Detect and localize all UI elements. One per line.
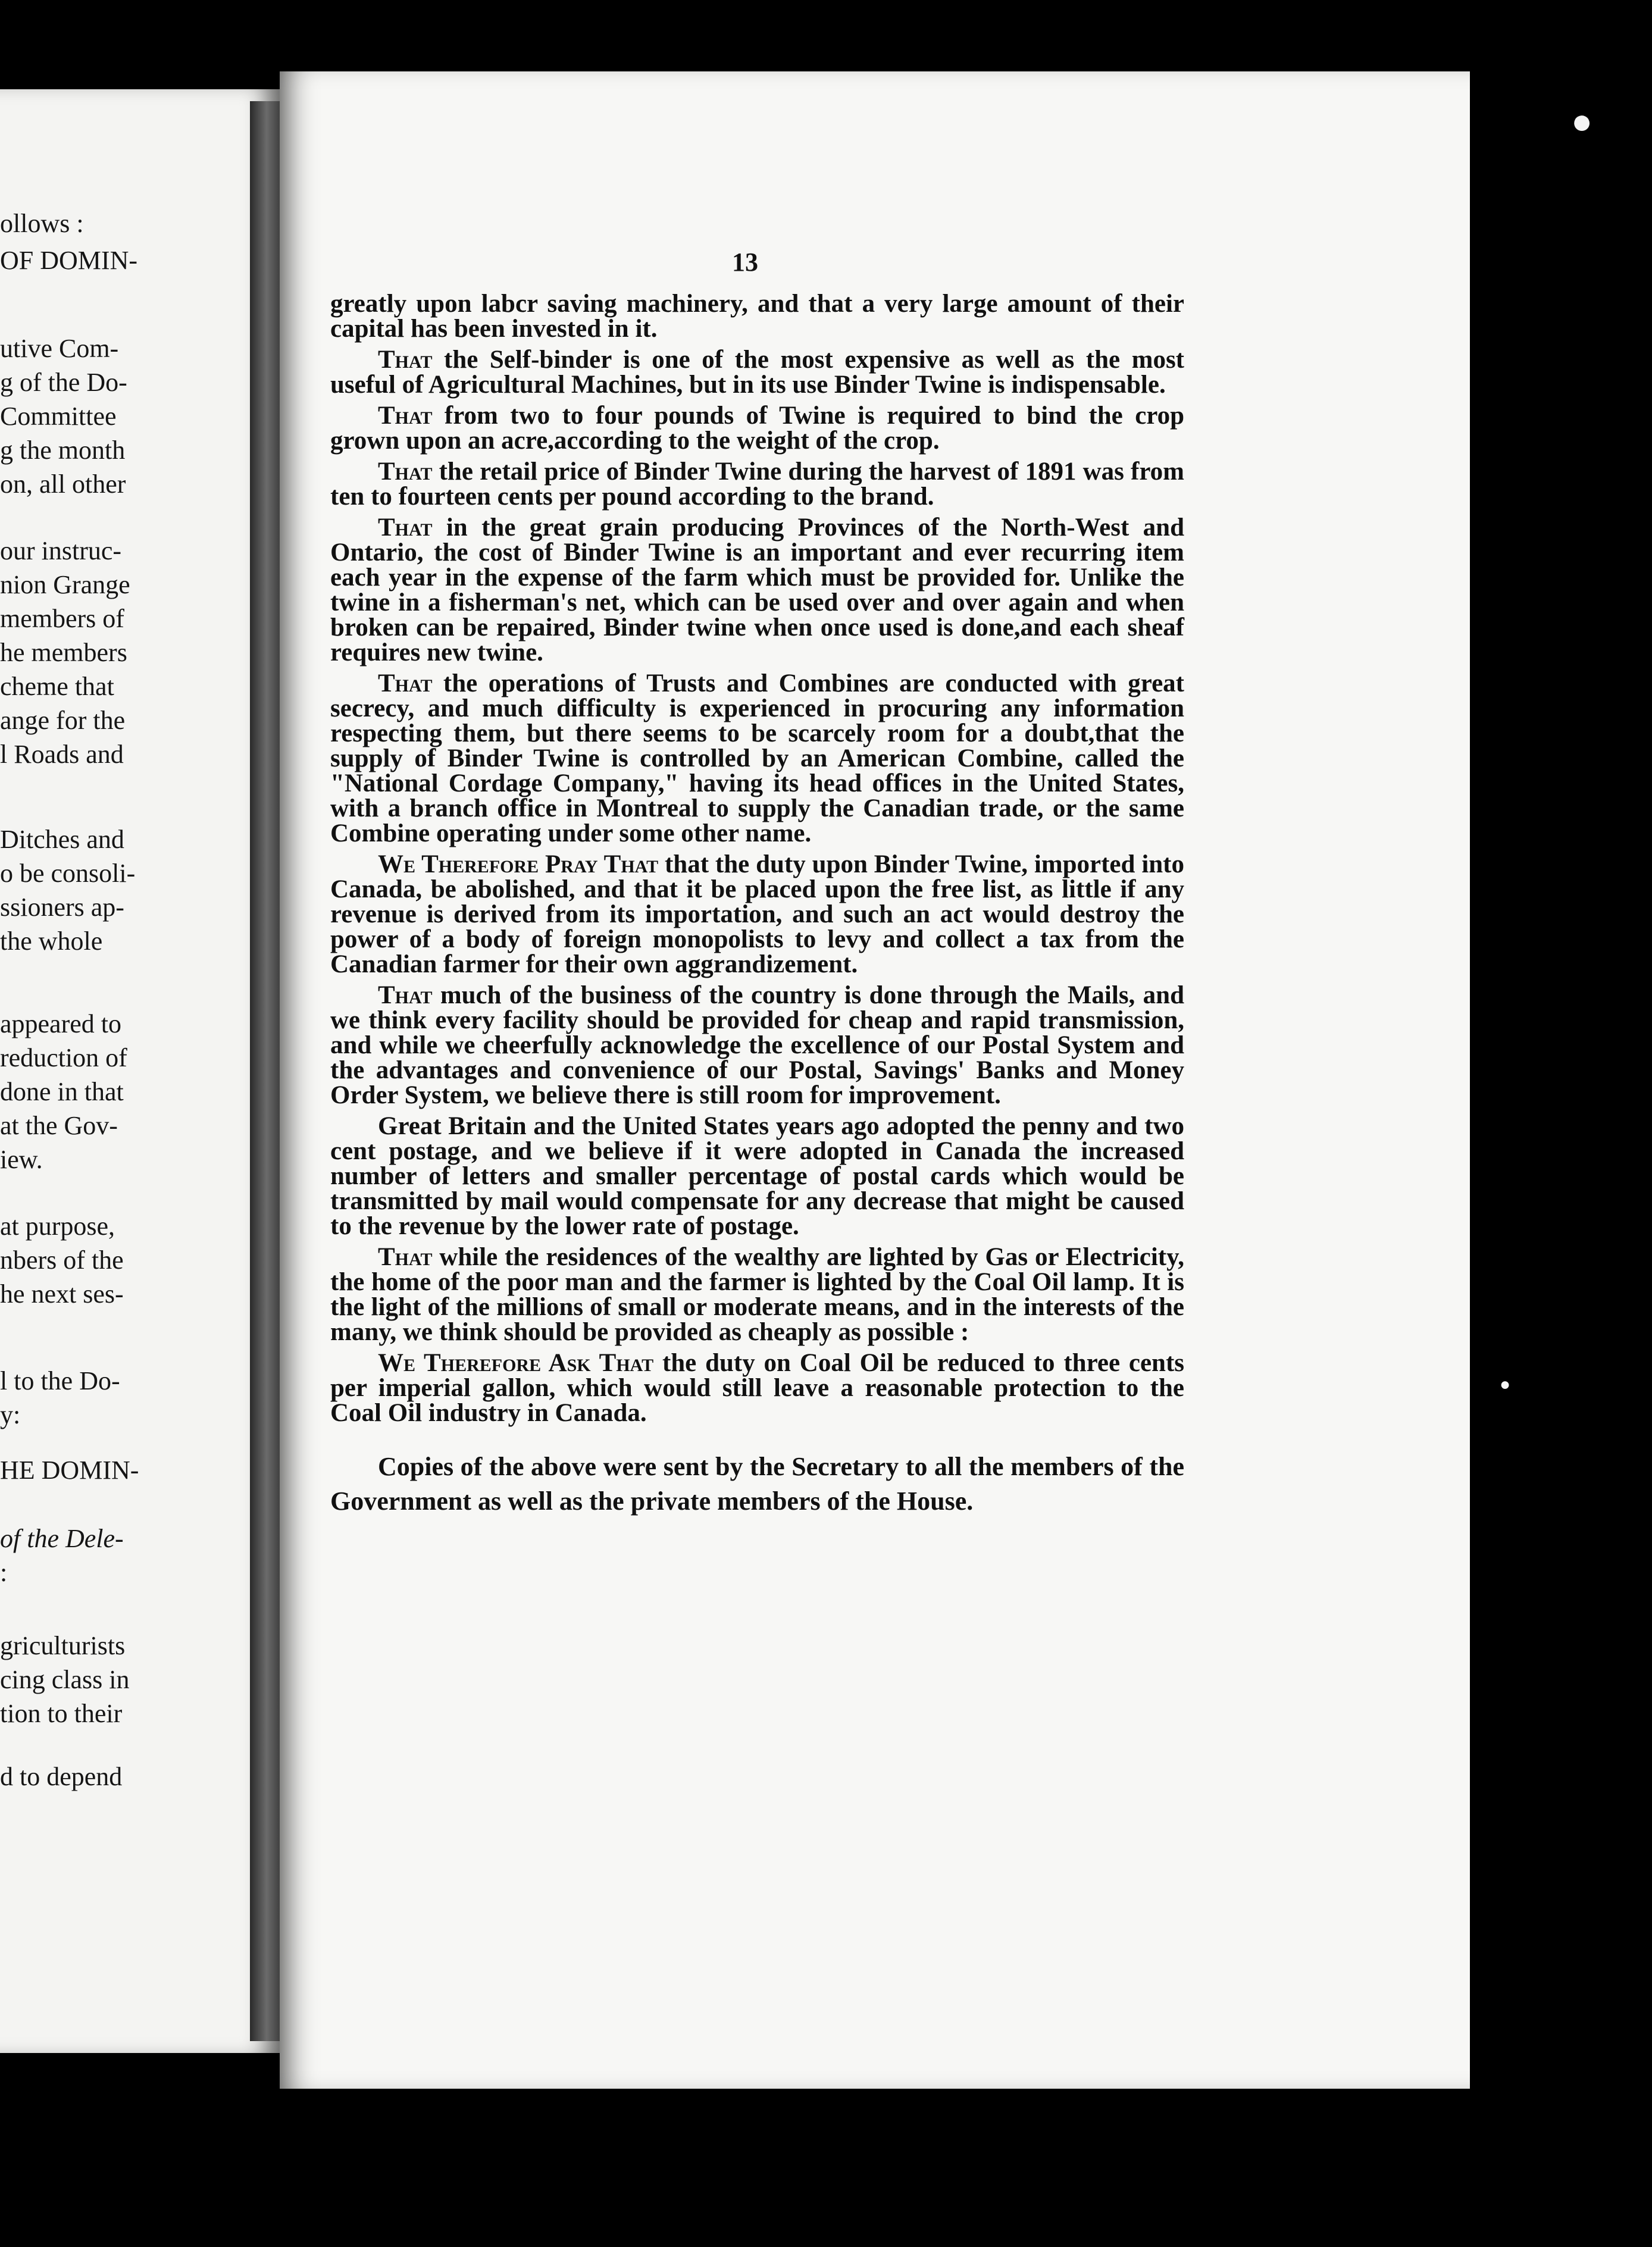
paragraph — [330, 983, 1184, 1108]
left-page-fragment: reduction of — [0, 1043, 127, 1072]
page-body — [330, 292, 1184, 1545]
left-page-fragment: the whole — [0, 927, 103, 956]
left-page-fragment: o be consoli- — [0, 859, 136, 888]
left-page-fragment: cing class in — [0, 1665, 130, 1694]
paragraph-text: in the great grain producing Provinces of the North-West and Ontario, the cost of Binder Twine is an important and ever recurring item each year in the expense of the farm which must be provided for. Unlike the twine in a fisherman's net, which can be used over and over again and when broken can be repaired, Binder twine when once used is done,and each sheaf requires new twine. — [330, 514, 1184, 666]
paragraph-text: that the duty upon Binder Twine, imported into Canada, be abolished, and that it be placed upon the free list, as little if any revenue is derived from its importation, and such an act would destroy the power of a body of foreign monopolists to levy and collect a tax from the Canadian farmer for their own aggrandizement. — [330, 850, 1184, 978]
paragraph-lead: That — [378, 1243, 433, 1271]
left-page-fragment: of the Dele- — [0, 1524, 124, 1553]
paragraph-text: the retail price of Binder Twine during the harvest of 1891 was from ten to fourteen cents per pound according to the brand. — [330, 458, 1184, 511]
left-page-fragment: griculturists — [0, 1631, 126, 1660]
paragraph — [330, 348, 1184, 398]
paragraph — [330, 1114, 1184, 1239]
left-page-fragment: : — [0, 1558, 8, 1587]
scan-speck: ● — [1500, 1375, 1511, 1394]
paragraph — [330, 852, 1184, 977]
left-page-fragment: ssioners ap- — [0, 893, 124, 922]
left-page-fragment: g of the Do- — [0, 368, 127, 397]
left-page-fragment: l to the Do- — [0, 1366, 120, 1395]
left-page-fragment: he next ses- — [0, 1279, 124, 1309]
paragraph-lead: That — [378, 981, 433, 1009]
paragraph — [330, 1351, 1184, 1426]
paragraph-text: greatly upon labcr saving machinery, and that a very large amount of their capital has been invested in it. — [330, 290, 1184, 343]
left-page-fragment: cheme that — [0, 672, 114, 701]
paragraph-text: the Self-binder is one of the most expensive as well as the most useful of Agricultural Machines, but in its use Binder Twine is indispensable. — [330, 346, 1184, 399]
paragraph-text: Great Britain and the United States years ago adopted the penny and two cent postage, and we believe if it were adopted in Canada the increased number of letters and smaller percentage of postal cards which would be transmitted by mail would compensate for any decrease that might be caused to the revenue by the lower rate of postage. — [330, 1112, 1184, 1240]
paragraph — [330, 671, 1184, 846]
paragraph — [330, 515, 1184, 665]
paragraph-lead: That — [378, 402, 433, 430]
paragraph-lead: We Therefore Pray That — [378, 850, 659, 878]
left-page-fragment: HE DOMIN- — [0, 1456, 139, 1485]
left-page-fragment: y: — [0, 1400, 21, 1429]
paragraph — [330, 403, 1184, 453]
paragraph — [330, 1245, 1184, 1345]
left-page-fragment: tion to their — [0, 1699, 123, 1728]
paragraph-lead: That — [378, 514, 433, 542]
left-page-fragment: ange for the — [0, 706, 126, 735]
left-page — [0, 89, 280, 2053]
left-page-fragment: l Roads and — [0, 740, 124, 769]
paragraph — [330, 459, 1184, 509]
page-number: 13 — [732, 248, 758, 277]
paragraph — [330, 292, 1184, 342]
left-page-fragment: Ditches and — [0, 825, 124, 854]
left-page-fragment: at the Gov- — [0, 1111, 118, 1140]
left-page-fragment: nion Grange — [0, 570, 130, 599]
left-page-fragment: on, all other — [0, 470, 126, 499]
paragraph-text: the duty on Coal Oil be reduced to three cents per imperial gallon, which would still leave a reasonable protection to the Coal Oil industry in Canada. — [330, 1349, 1185, 1427]
left-page-fragment: utive Com- — [0, 334, 119, 363]
left-page-fragment: our instruc- — [0, 536, 122, 565]
left-page-fragment: OF DOMIN- — [0, 246, 137, 275]
paragraph-text: much of the business of the country is done through the Mails, and we think every facility should be provided for cheap and rapid transmission, and while we cheerfully acknowledge the excellence of our Postal System and the advantages and convenience of our Postal, Savings' Banks and Money Order System, we believe there is still room for improvement. — [330, 981, 1184, 1109]
left-page-fragment: ollows : — [0, 209, 84, 238]
paragraph-lead: We Therefore Ask That — [378, 1349, 654, 1377]
left-page-fragment: done in that — [0, 1077, 124, 1106]
left-page-fragment: members of — [0, 604, 124, 633]
scan-speck: ● — [1571, 102, 1593, 141]
left-page-fragment: he members — [0, 638, 127, 667]
left-page-fragment: g the month — [0, 436, 126, 465]
paragraph-lead: That — [378, 458, 433, 486]
left-page-fragment: d to depend — [0, 1762, 123, 1791]
paragraph-text: while the residences of the wealthy are lighted by Gas or Electricity, the home of the poor man and the farmer is lighted by the Coal Oil lamp. It is the light of the millions of small or moderate means, and in the interests of the many, we think should be provided as cheaply as possible : — [330, 1243, 1184, 1346]
left-page-fragment: iew. — [0, 1145, 43, 1174]
paragraph-text: the operations of Trusts and Combines are conducted with great secrecy, and much difficulty is experienced in procuring any information respecting them, but there seems to be scarcely room for a doubt,that the supply of Binder Twine is controlled by an American Combine, called the "National Cordage Company," having its head offices in the United States, with a branch office in Montreal to supply the Canadian trade, or the same Combine operating under some other name. — [330, 669, 1184, 847]
left-page-fragment: Committee — [0, 402, 117, 431]
paragraph-lead: That — [378, 346, 433, 374]
paragraph-lead: That — [378, 669, 433, 697]
paragraph-text: from two to four pounds of Twine is required to bind the crop grown upon an acre,according to the weight of the crop. — [330, 402, 1184, 455]
left-page-fragment: at purpose, — [0, 1212, 115, 1241]
left-page-fragment: nbers of the — [0, 1245, 124, 1275]
left-page-fragment: appeared to — [0, 1009, 121, 1038]
closing-note: Copies of the above were sent by the Secretary to all the members of the Government as well as the private members of the House. — [330, 1452, 1184, 1516]
